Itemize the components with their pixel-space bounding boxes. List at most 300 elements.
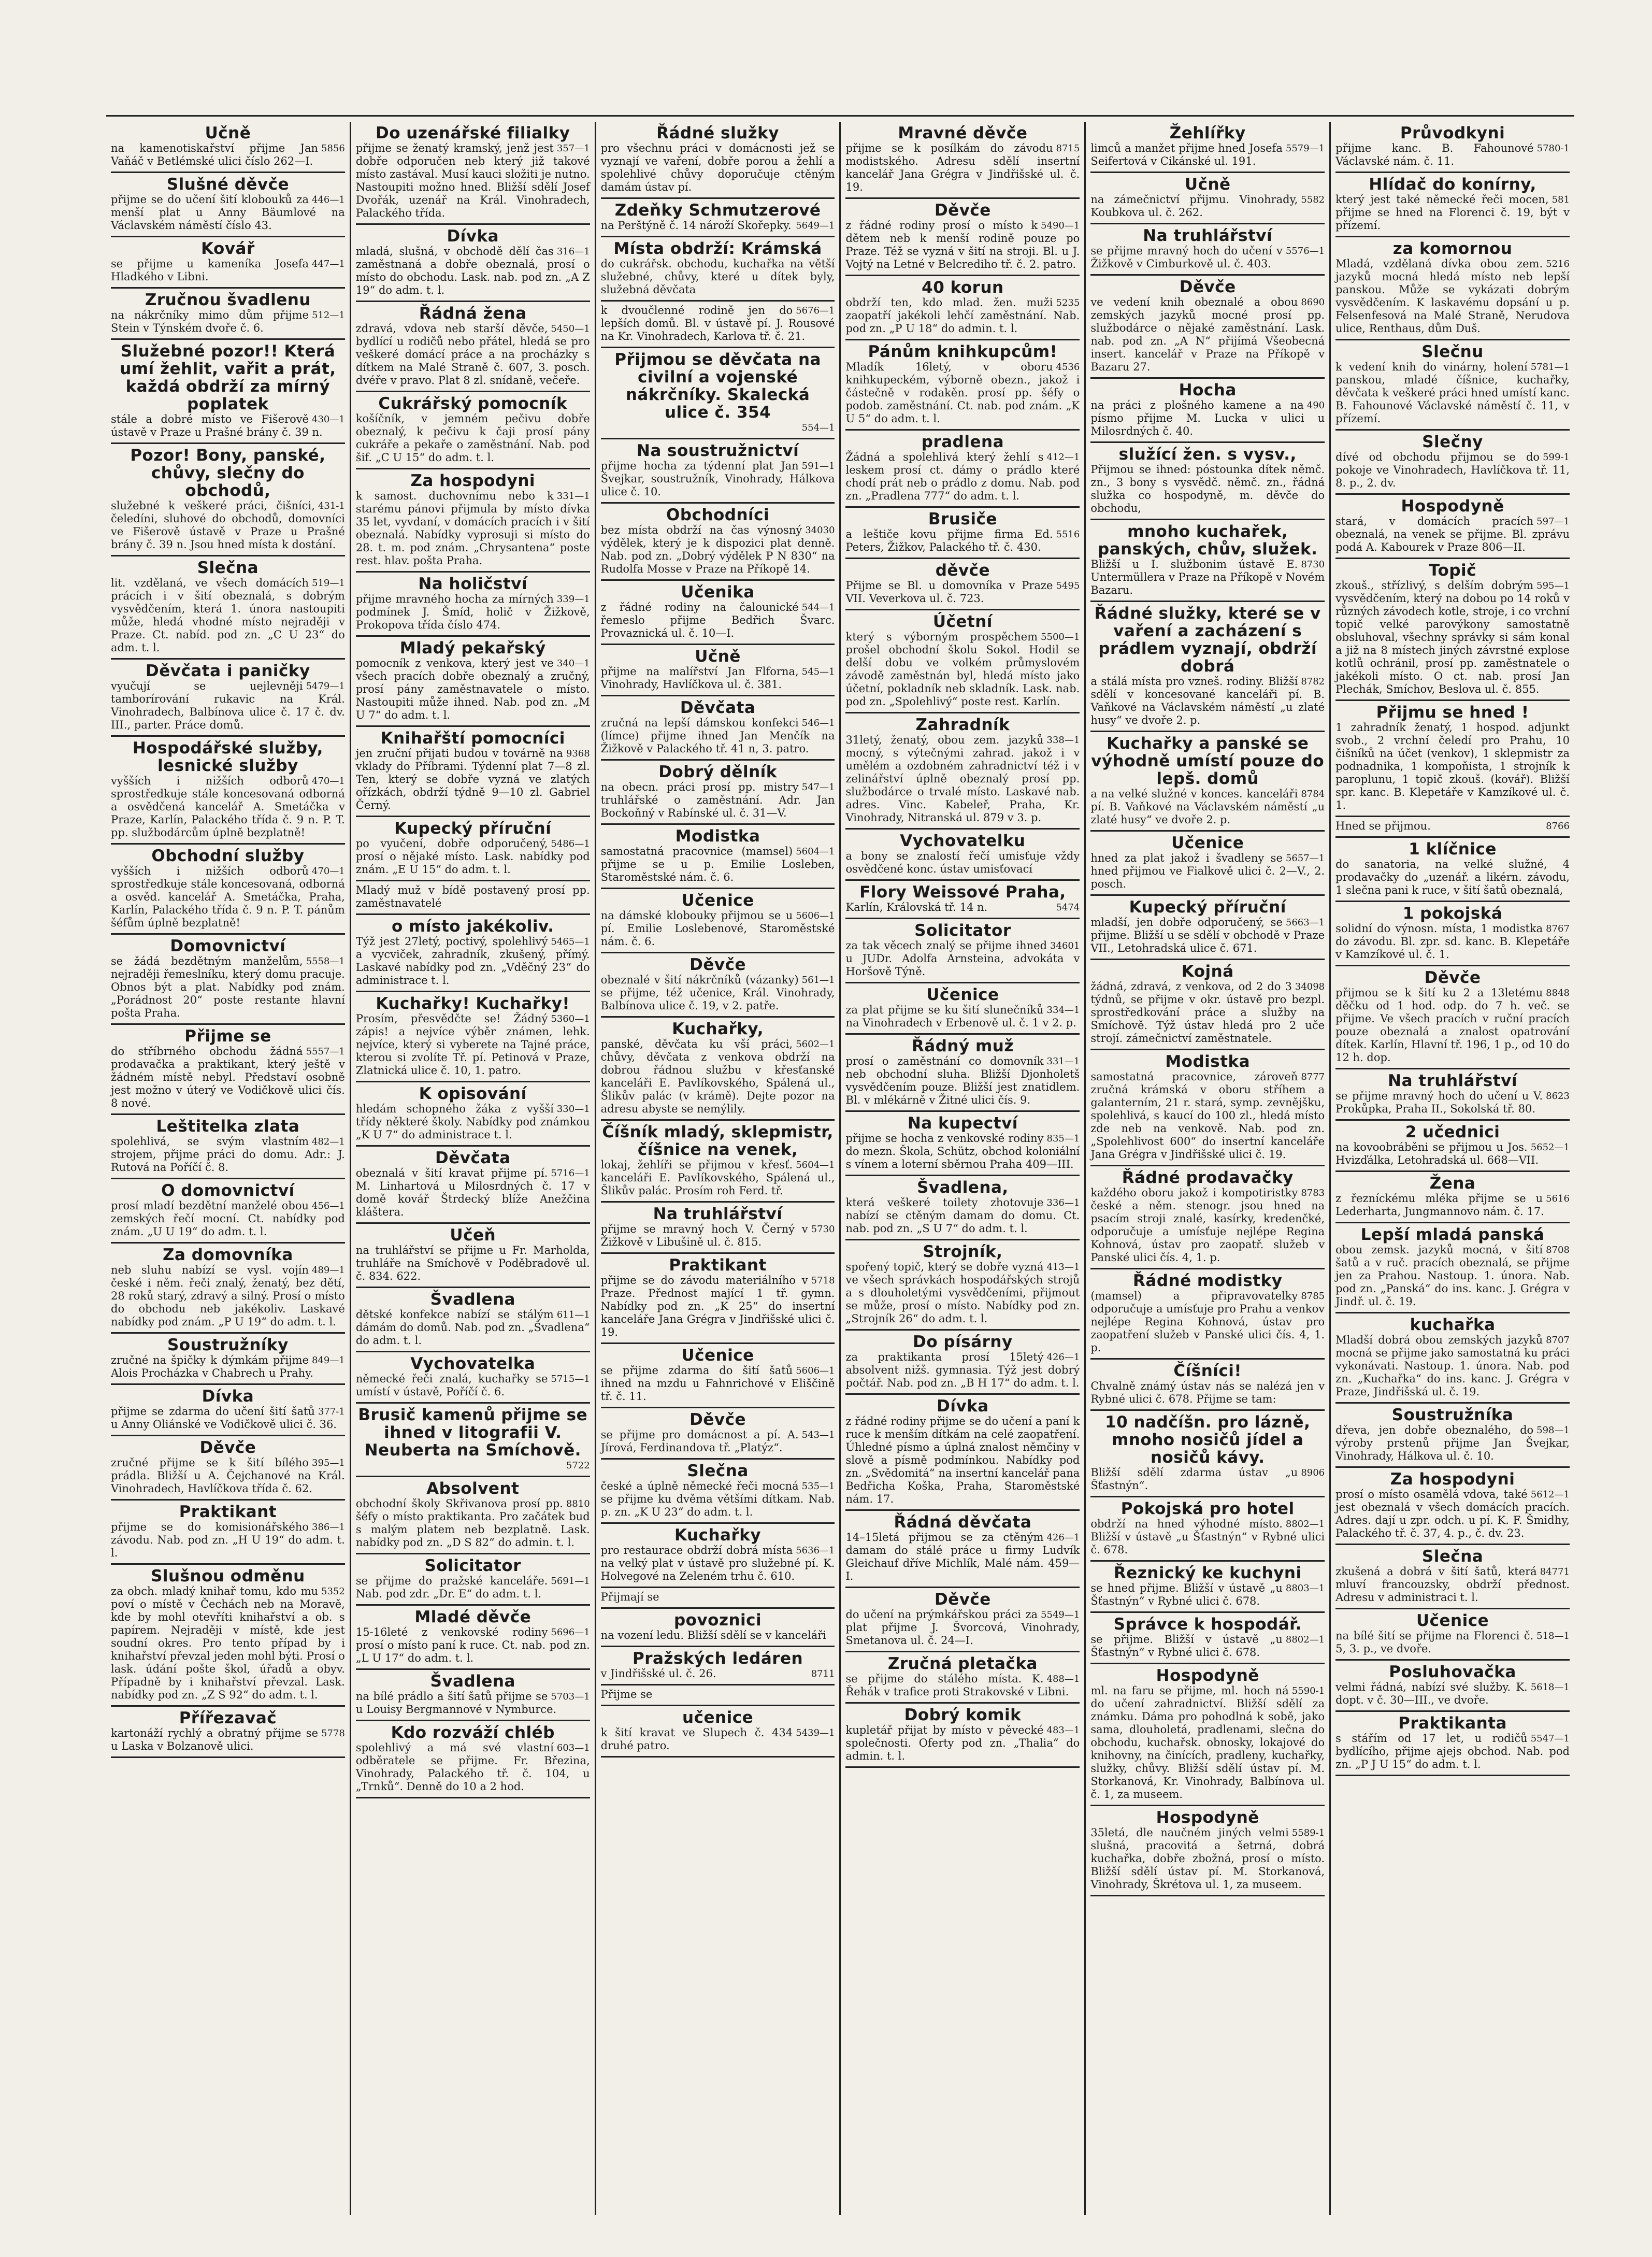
ad-text: košíčník, v jemném pečivu dobře obeznalý, k pečivu k čaji prosí pány cukráře a pekaře o zaměstnání. Nab. pod šif. „C U 15“ do adm. t. l. bbox=[355, 412, 590, 464]
ad-text: hned za plat jakož i švadleny se hned přijmou ve Fialkově ulici č. 2—V., 2. posch. bbox=[1090, 852, 1325, 890]
ad-body bbox=[1090, 1466, 1325, 1492]
classified-ad bbox=[356, 302, 590, 392]
ad-number: 5576—1 bbox=[1285, 246, 1325, 256]
ad-heading: Na kupectví bbox=[907, 1114, 1018, 1133]
classified-columns bbox=[106, 122, 1574, 2215]
ad-text: lit. vzdělaná, ve všech domácích prácích i v šití obeznalá, s dobrým vysvědčením, která 1. února nastoupiti může, hledá vhodné místo nejraději v Praze. Ct. nabíd. pod zn. „C U 23“ do adm. t. l. bbox=[111, 577, 345, 654]
ad-body bbox=[601, 974, 835, 1012]
classified-ad bbox=[1335, 1712, 1570, 1776]
ad-body bbox=[111, 1199, 345, 1238]
ad-heading: Cukrářský pomocník bbox=[378, 394, 568, 413]
ad-heading: Posluhovačka bbox=[1389, 1663, 1516, 1681]
classified-ad bbox=[845, 431, 1080, 508]
classified-ad bbox=[1335, 1468, 1570, 1545]
classified-ad bbox=[111, 1025, 345, 1115]
ad-body bbox=[356, 935, 590, 987]
ad-heading: Řádné služky bbox=[656, 124, 780, 142]
ad-number: 482—1 bbox=[312, 1136, 345, 1147]
ad-body bbox=[1090, 1070, 1325, 1161]
ad-number: 331—1 bbox=[1046, 1056, 1080, 1067]
ad-number: 545—1 bbox=[801, 666, 835, 677]
ad-number: 8810 bbox=[566, 1498, 590, 1509]
ad-text: Bližší u I. službonim ústavě E. Untermüllera v Praze na Příkopě v Novém Bazaru. bbox=[1090, 558, 1325, 596]
ad-text: na kamenotiskařství přijme Jan Vaňáč v Betlémské ulici číslo 262—I. bbox=[111, 142, 319, 167]
classified-ad bbox=[601, 199, 835, 237]
ad-text: mladá, slušná, v obchodě dělí čas zaměstnaná a dobře obeznalá, prosí o místo do obchodu. Lask. nab. pod zn. „A Z 19“ do adm. t. l. bbox=[355, 245, 590, 296]
classified-ad bbox=[845, 713, 1080, 830]
classified-ad bbox=[845, 1112, 1080, 1176]
ad-text: a na velké služné v konces. kanceláři pí. B. Vaňkové na Václavském náměstí „u zlaté husy“ ve dvoře 2. p. bbox=[1090, 788, 1325, 826]
ad-heading: Děvčata bbox=[680, 698, 756, 717]
ad-number: 386—1 bbox=[312, 1522, 345, 1533]
ad-text: 1 zahradník ženatý, 1 hospod. adjunkt svob., 2 vrchní čeledí pro Prahu, 10 čišníků na účet (venkov), 1 sklepmistr za podnadnika, 1 kompoňista, 1 strojník k paroplunu, 1 topič zkouš. (kovář). Bližší spr. kanc. B. Klepetáře v Kamzíkové ul. č. 1. bbox=[1335, 721, 1570, 811]
ad-text: přijme hocha za týdenní plat Jan Švejkar, soustružník, Vinohrady, Hálkova ulice č. 10. bbox=[600, 460, 835, 498]
ad-heading: Kovář bbox=[201, 239, 255, 258]
ad-number: 470—1 bbox=[312, 776, 345, 787]
ad-heading: Kuchařky a panské se výhodně umístí pouze do lepš. domů bbox=[1091, 734, 1325, 788]
ad-body bbox=[356, 1308, 590, 1347]
classified-ad bbox=[356, 637, 590, 727]
ad-body bbox=[356, 1459, 590, 1472]
ad-text: přijmou se k šití ku 2 a 13letému děčku od 1 hod. odp. do 7 h. več. se přijme. Ve všech pracích v ruční pracích pouze obeznalá a znalost opatrování dítek. Karlín, Hlavní tř. 196, 1 p., od 10 do 12 h. dop. bbox=[1335, 987, 1570, 1064]
ad-text: z řádné rodiny přijme se do učení a paní k ruce k menším dítkám na celé zaopatření. Úhledné písmo a úplná znalost němčiny v slově a písmě podmínkou. Nabídky pod zn. „Svědomitá“ na insertní kancelář pana Bedřicha Koška, Praha, Staroměstské nám. 17. bbox=[845, 1415, 1080, 1505]
ad-text: prosí o místo osamělá vdova, také jest obeznalá v všech domácích pracích. Adres. dají u zpr. odch. u pí. K. F. Šmidhy, Palackého tř. č. 37, 4. p., č. dv. 23. bbox=[1335, 1488, 1570, 1539]
ad-body bbox=[111, 193, 345, 232]
ad-text: za plat přijme se ku šití slunečníků na Vinohradech v Erbenově ul. č. 1 v 2. p. bbox=[845, 1004, 1076, 1029]
classified-ad bbox=[601, 1588, 835, 1609]
top-rule bbox=[106, 115, 1574, 117]
ad-heading: Učeň bbox=[450, 1226, 496, 1245]
ad-body bbox=[356, 1103, 590, 1141]
ad-heading: Lepší mladá panská bbox=[1360, 1225, 1545, 1244]
ad-body bbox=[356, 837, 590, 876]
column-6 bbox=[1331, 122, 1574, 2215]
ad-body bbox=[845, 1608, 1080, 1647]
classified-ad bbox=[845, 340, 1080, 431]
ad-text: zdravá, vdova neb starší děvče, bydlící u rodičů nebo přátel, hledá se pro veškeré domácí práce a na procházky s dítkem na Malé Straně č. 607, 3. posch. dvéře v pravo. Plat 8 zl. snídaně, večeře. bbox=[355, 322, 590, 387]
ad-number: 5474 bbox=[1056, 902, 1080, 913]
ad-heading: pradlena bbox=[921, 433, 1004, 451]
ad-heading: Zahradník bbox=[915, 716, 1010, 734]
ad-text: zručné na špičky k dýmkám přijme Alois Procházka v Chabrech u Prahy. bbox=[111, 1354, 313, 1379]
ad-text: německé řeči znalá, kuchařky se umístí v ústavě, Poříčí č. 6. bbox=[355, 1373, 548, 1398]
ad-number: 8623 bbox=[1546, 1091, 1570, 1102]
ad-heading: za komornou bbox=[1392, 239, 1513, 258]
classified-ad bbox=[601, 825, 835, 889]
ad-text: jen zruční přijati budou v továrně na vklady do Příbrami. Týdenní plat 7—8 zl. Ten, který se dobře vyzná ve zlatých ořízkách, obdrží týdně 9—10 zl. Gabriel Černý. bbox=[355, 747, 590, 811]
classified-ad bbox=[111, 1501, 345, 1565]
ad-number: 5558—1 bbox=[306, 956, 345, 967]
ad-number: 5500—1 bbox=[1041, 632, 1080, 642]
ad-heading: Služebné pozor!! Která umí žehlit, vařit a prát, každá obdrží za mírný poplatek bbox=[120, 342, 336, 413]
ad-heading: Modistka bbox=[675, 827, 760, 846]
ad-heading: Učenice bbox=[1171, 834, 1244, 852]
classified-ad bbox=[1090, 443, 1325, 520]
ad-number: 5216 bbox=[1546, 259, 1570, 269]
ad-heading: povoznici bbox=[673, 1611, 762, 1630]
ad-heading: Děvčata bbox=[435, 1149, 511, 1167]
ad-body bbox=[111, 258, 345, 283]
ad-body bbox=[1335, 721, 1570, 812]
ad-body bbox=[356, 1575, 590, 1601]
classified-ad bbox=[356, 225, 590, 302]
ad-heading: Solicitator bbox=[424, 1556, 521, 1575]
ad-heading: Děvče bbox=[934, 1590, 991, 1609]
ad-body bbox=[601, 845, 835, 884]
ad-heading: Hospodyně bbox=[1156, 1666, 1259, 1685]
ad-heading: Učenice bbox=[681, 1346, 754, 1365]
ad-text: Bližší sdělí zdarma ústav „u Šťastnýn“. bbox=[1090, 1466, 1298, 1492]
ad-heading: 2 učednici bbox=[1405, 1123, 1500, 1141]
ad-text: na nákrčníky mimo dům přijme Stein v Týnském dvoře č. 6. bbox=[111, 309, 309, 334]
ad-text: se přijme mravný hoch do učení v Žižkově v Cimburkově ul. č. 403. bbox=[1090, 245, 1283, 270]
classified-ad bbox=[1335, 1172, 1570, 1223]
ad-body bbox=[1335, 1488, 1570, 1540]
ad-text: 15-16leté z venkovské rodiny prosí o místo paní k ruce. Ct. nab. pod zn. „L U 17“ do adm. t. l. bbox=[355, 1626, 590, 1664]
ad-heading: Dobrý dělník bbox=[658, 763, 777, 781]
ad-body bbox=[1335, 987, 1570, 1064]
ad-heading: Švadlena bbox=[430, 1290, 515, 1309]
ad-number: 8767 bbox=[1546, 923, 1570, 934]
ad-body bbox=[111, 955, 345, 1020]
ad-body bbox=[601, 1274, 835, 1339]
classified-ad bbox=[1090, 960, 1325, 1050]
classified-ad bbox=[601, 1254, 835, 1344]
ad-heading: Řádná žena bbox=[419, 304, 527, 323]
ad-heading: Dobrý komik bbox=[904, 1706, 1022, 1724]
ad-body bbox=[845, 528, 1080, 554]
ad-heading: Flory Weissové Praha, bbox=[859, 883, 1066, 902]
ad-text: kupletář přijat by místo v pěvecké společnosti. Oferty pod zn. „Thalia“ do admin. t. l. bbox=[845, 1724, 1080, 1762]
ad-text: lokaj, žehlíři se přijmou v křesť. kanceláři E. Pavlíkovského, Spálená ul., Šlikův palác. Prosím roh Ferd. tř. bbox=[600, 1159, 835, 1197]
ad-text: kartonáží rychlý a obratný přijme se u Laska v Bolzanově ulici. bbox=[111, 1727, 319, 1752]
classified-ad bbox=[601, 1018, 835, 1121]
classified-ad bbox=[845, 830, 1080, 881]
ad-text: na kovoobráběni se přijmou u Jos. Hvizďálka, Letohradská ul. 668—VII. bbox=[1335, 1141, 1539, 1166]
ad-body bbox=[356, 412, 590, 464]
ad-body bbox=[356, 1626, 590, 1665]
ad-text: ve vedení knih obeznalé a obou zemských jazyků mocné prosí pp. službodárce o nějaké zaměstnání. Lask. nab. pod zn. „A N“ přijímá Všeobecná insert. kancelář v Praze na Příkopě v Bazaru 27. bbox=[1090, 296, 1325, 373]
ad-body bbox=[1335, 820, 1570, 833]
ad-number: 5604—1 bbox=[796, 1160, 835, 1170]
ad-body bbox=[1090, 675, 1325, 727]
ad-body bbox=[1090, 788, 1325, 826]
ad-body bbox=[1090, 1380, 1325, 1406]
ad-body bbox=[1335, 922, 1570, 961]
ad-heading: Na soustružnictví bbox=[636, 441, 799, 460]
ad-heading: Pražských ledáren bbox=[633, 1649, 803, 1668]
ad-text: se přijme pro domácnost a pí. A. Jírová, Ferdinandova tř. „Platýz“. bbox=[600, 1429, 799, 1454]
ad-body bbox=[356, 747, 590, 812]
classified-ad bbox=[1335, 237, 1570, 340]
ad-number: 849—1 bbox=[312, 1355, 345, 1366]
ad-heading: Vychovatelku bbox=[900, 832, 1026, 850]
ad-text: z řádné rodiny na čalounické řemeslo přijme Bedřich Švarc. Provaznická ul. č. 10—I. bbox=[600, 601, 835, 639]
ad-body bbox=[356, 1373, 590, 1398]
ad-body bbox=[1090, 1518, 1325, 1556]
classified-ad bbox=[1090, 173, 1325, 224]
ad-body bbox=[111, 1585, 345, 1702]
ad-body bbox=[845, 901, 1080, 914]
classified-ad bbox=[845, 276, 1080, 340]
ad-heading: Mladé děvče bbox=[414, 1608, 531, 1626]
ad-text: za praktikanta prosí 15letý absolvent nižš. gymnasia. Týž jest dobrý počtář. Nab. pod zn. „B H 17“ do adm. t. l. bbox=[845, 1351, 1080, 1389]
ad-heading: Kupecký příruční bbox=[1129, 898, 1286, 917]
ad-text: na vození ledu. Bližší sdělí se v kanceláři bbox=[600, 1629, 826, 1641]
ad-text: vyučují se uejlevněji tamborírování rukavic na Král. Vinohradech, Balbínova ulice č. 17 č. dv. III., parter. Práce domů. bbox=[111, 680, 345, 731]
ad-heading: Slušnou odměnu bbox=[151, 1567, 305, 1585]
classified-ad bbox=[111, 444, 345, 556]
ad-number: 336—1 bbox=[1046, 1197, 1080, 1208]
ad-heading: Praktikant bbox=[669, 1256, 767, 1275]
ad-text: do učení na prýmkářskou práci za plat přijme J. Švorcová, Vinohrady, Smetanova ul. č. 24—I. bbox=[845, 1608, 1080, 1647]
ad-heading: Děvče bbox=[199, 1438, 256, 1457]
ad-number: 8783 bbox=[1301, 1188, 1325, 1198]
ad-text: zkouš., střízlivý, s delším dobrým vysvědčením, který na dobou po 14 roků v různých závodech kotle, stroje, i co vrchní topič velké parovýkony samostatně obsluhoval, všechny správky si sám konal a již na 8 místech jiných závrstné explose kotlů ochránil, prosí pp. zaměstnatele o jakékoli místo. O ct. nab. prosí Jan Plechák, Smíchov, Beslova ul. č. 855. bbox=[1335, 579, 1570, 695]
ad-heading: Číšníci! bbox=[1173, 1362, 1242, 1380]
ad-text: žádná, zdravá, z venkova, od 2 do 3 týdnů, se přijme v okr. ústavě pro bezpl. sprostředkování práce a služby na Smíchově. Týž ústav hledá pro 2 uče strojí. zámečnictví zaměstnatele. bbox=[1090, 980, 1325, 1045]
ad-text: k vedení knih do vinárny, holení panskou, mladé číšnice, kuchařky, děvčata k veškeré práci hned umístí kanc. B. Fahounové Václavské náměstí č. 11, v přízemí. bbox=[1335, 361, 1570, 425]
ad-body bbox=[845, 1132, 1080, 1171]
ad-text: 31letý, ženatý, obou zem. jazyků mocný, s výtečnými zahrad. jakož i v umělém a ozdobném zahradnictví též i v zelinářství úplně obeznalý prosí pp. službodárce o trvalé místo. Laskavé nab. adres. Vinc. Kabeleř, Praha, Kr. Vinohrady, Nitranská ul. 879 v 3. p. bbox=[845, 734, 1080, 824]
classified-ad bbox=[601, 761, 835, 825]
ad-text: na práci z plošného kamene a na písmo přijme M. Lucka v ulici u Milosrdných č. 40. bbox=[1090, 399, 1325, 437]
ad-body bbox=[845, 1351, 1080, 1390]
ad-body bbox=[601, 219, 835, 232]
ad-heading: Hospodyně bbox=[1156, 1808, 1259, 1827]
ad-heading: Hospodyně bbox=[1401, 497, 1504, 516]
classified-ad bbox=[601, 889, 835, 953]
classified-ad bbox=[845, 1240, 1080, 1331]
ad-text: Přijmají se bbox=[600, 1591, 659, 1603]
ad-number: 431-1 bbox=[318, 501, 345, 511]
ad-text: v Jindřišské ul. č. 26. bbox=[600, 1667, 716, 1680]
classified-ad bbox=[356, 881, 590, 915]
ad-body bbox=[1090, 980, 1325, 1045]
ad-number: 5549—1 bbox=[1041, 1609, 1080, 1620]
ad-number: 488—1 bbox=[1046, 1674, 1080, 1684]
ad-number: 34601 bbox=[1050, 940, 1080, 951]
ad-heading: Modistka bbox=[1165, 1052, 1251, 1071]
ad-heading: děvče bbox=[935, 561, 990, 580]
ad-text: dřeva, jen dobře obeznalého, do výroby prstenů přijme Jan Švejkar, Vinohrady, Hálkova ul. č. 10. bbox=[1335, 1424, 1570, 1462]
ad-heading: Učenice bbox=[681, 891, 754, 910]
ad-heading: Učně bbox=[695, 647, 741, 666]
ad-text: stará, v domácích pracích obeznalá, na venek se přijme. Bl. zprávu podá A. Kabourek v Praze 806—II. bbox=[1335, 515, 1570, 553]
ad-body bbox=[1090, 852, 1325, 891]
ad-heading: Hlídač do konírny, bbox=[1369, 175, 1536, 194]
ad-text: spořený topič, který se dobře vyzná ve všech správkách hospodářských strojů a s dlouholetými vysvědčeními, přijmout se může, prosí o místo. Nabídky pod zn. „Strojník 26“ do adm. t. l. bbox=[845, 1261, 1080, 1325]
ad-number: 603—1 bbox=[556, 1742, 590, 1753]
ad-body bbox=[1335, 142, 1570, 168]
ad-heading: Zručnou švadlenu bbox=[145, 291, 311, 309]
ad-heading: Praktikanta bbox=[1398, 1714, 1507, 1733]
ad-body bbox=[1335, 1244, 1570, 1308]
ad-body bbox=[601, 1480, 835, 1519]
ad-body bbox=[845, 361, 1080, 425]
ad-body bbox=[601, 524, 835, 576]
ad-heading: Pánům knihkupcům! bbox=[868, 342, 1058, 361]
ad-text: samostatná pracovnice (mamsel) přijme se u p. Emilie Losleben, Staroměstské nám. č. 6. bbox=[600, 845, 835, 883]
ad-body bbox=[1090, 558, 1325, 597]
ad-text: do stříbrného obchodu žádná prodavačka a praktikant, který ještě v žádném místě nebyl. Představí osobně jest možno v úterý ve Vodičkově ulici čís. 8 nové. bbox=[111, 1045, 345, 1109]
ad-body bbox=[601, 1726, 835, 1752]
ad-number: 5557—1 bbox=[306, 1046, 345, 1057]
ad-number: 5636—1 bbox=[796, 1545, 835, 1556]
ad-body bbox=[601, 1667, 835, 1680]
ad-body bbox=[356, 245, 590, 297]
ad-number: 5465—1 bbox=[551, 936, 590, 947]
classified-ad bbox=[1335, 701, 1570, 817]
classified-ad bbox=[1335, 340, 1570, 431]
classified-ad bbox=[356, 1721, 590, 1798]
classified-ad bbox=[111, 556, 345, 660]
ad-heading: Domovnictví bbox=[170, 937, 286, 955]
ad-body bbox=[111, 680, 345, 732]
classified-ad bbox=[845, 559, 1080, 610]
ad-number: 377-1 bbox=[318, 1406, 345, 1417]
ad-heading: Žena bbox=[1429, 1174, 1476, 1193]
ad-number: 8690 bbox=[1301, 297, 1325, 308]
ad-number: 446—1 bbox=[312, 194, 345, 205]
classified-ad bbox=[601, 953, 835, 1018]
ad-number: 561—1 bbox=[801, 975, 835, 985]
ad-number: 599-1 bbox=[1543, 452, 1570, 463]
ad-text: Přijme se bbox=[600, 1688, 653, 1701]
ad-text: Mladík 16letý, v oboru knihkupeckém, výborně obezn., jakož i částečně v rodakěn. prosí pp. šéfy o podob. zaměstnání. Ct. nab. pod znám. „K U 5“ do adm. t. l. bbox=[845, 361, 1080, 425]
ad-text: přijme se zdarma do učení šití šatů u Anny Oliánské ve Vodičkově ulici č. 36. bbox=[111, 1405, 337, 1431]
ad-text: pomocník z venkova, který jest ve všech pracích dobře obeznalý a zručný, prosí pány zaměstnavatele o místo. Nastoupiti může ihned. Nab. pod zn. „M U 7“ do adm. t. l. bbox=[355, 657, 590, 721]
ad-heading: K opisování bbox=[419, 1084, 527, 1103]
classified-ad bbox=[111, 935, 345, 1025]
ad-number: 426—1 bbox=[1046, 1532, 1080, 1543]
ad-text: do cukrářsk. obchodu, kuchařka na větší služebné, chůvy, které u dítek byly, služebná děvčata bbox=[600, 258, 835, 296]
ad-number: 456—1 bbox=[312, 1201, 345, 1211]
ad-heading: Děvče bbox=[1424, 968, 1481, 987]
ad-body bbox=[1090, 463, 1325, 515]
ad-text: obeznalá v šití kravat přijme pí. M. Linhartová u Milosrdných č. 17 v domě kovář Štrdecký blíže Anežčina kláštera. bbox=[355, 1167, 590, 1218]
ad-body bbox=[1090, 1633, 1325, 1659]
ad-body bbox=[601, 1629, 835, 1642]
classified-ad bbox=[845, 508, 1080, 559]
ad-text: po vyučení, dobře odporučený, prosí o nějaké místo. Lask. nabídky pod znám. „E U 15“ do adm. t. l. bbox=[355, 837, 590, 876]
ad-body bbox=[601, 142, 835, 194]
classified-ad bbox=[601, 302, 835, 348]
ad-text: a stálá místa pro vzneš. rodiny. Bližší sdělí v koncesované kanceláři pí. B. Vaňkové na Václavském náměstí „u zlaté husy“ ve dvoře 2. p. bbox=[1090, 675, 1325, 726]
ad-heading: Přijme se bbox=[184, 1027, 271, 1046]
classified-ad bbox=[1335, 431, 1570, 495]
classified-ad bbox=[1090, 1411, 1325, 1497]
classified-ad bbox=[111, 1436, 345, 1501]
ad-number: 5582 bbox=[1301, 194, 1325, 205]
classified-ad bbox=[1335, 122, 1570, 173]
ad-heading: Pozor! Bony, panské, chůvy, slečny do obchodů, bbox=[130, 446, 326, 500]
ad-number: 34098 bbox=[1295, 981, 1325, 992]
ad-heading: Švadlena bbox=[430, 1672, 515, 1691]
ad-number: 544—1 bbox=[801, 602, 835, 613]
classified-ad bbox=[845, 1652, 1080, 1704]
ad-heading: Slušné děvče bbox=[166, 175, 289, 194]
classified-ad bbox=[1335, 495, 1570, 559]
ad-number: 5360—1 bbox=[551, 1013, 590, 1024]
ad-heading: Dívka bbox=[202, 1387, 254, 1406]
ad-number: 330—1 bbox=[556, 1104, 590, 1115]
classified-ad bbox=[845, 881, 1080, 919]
classified-ad bbox=[845, 1035, 1080, 1112]
classified-ad bbox=[111, 1115, 345, 1179]
classified-ad bbox=[111, 660, 345, 737]
classified-ad bbox=[111, 173, 345, 237]
ad-heading: Mravné děvče bbox=[898, 124, 1028, 142]
ad-heading: 1 klíčnice bbox=[1409, 840, 1497, 859]
ad-heading: 40 korun bbox=[922, 278, 1004, 297]
ad-heading: Na holičství bbox=[418, 575, 528, 593]
ad-text: samostatná pracovnice, zároveň zručná krámská v oboru stříhem a galanterním, 21 r. stará, symp. zevnějšku, spolehlivá, s kaucí do 100 zl., hledá místo zde neb na venkově. Nab. pod zn. „Spolehlivost 600“ do insertní kanceláře Jana Grégra v Jindřišské ulici č. 19. bbox=[1090, 1070, 1325, 1161]
ad-heading: učenice bbox=[682, 1708, 754, 1727]
ad-heading: Obchodní služby bbox=[151, 847, 305, 865]
ad-text: Přijmou se ihned: póstounka dítek němč. zn., 3 bony s vysvědč. němč. zn., řádná služka co hospodyně, m. děvče do obchodu, bbox=[1090, 463, 1325, 515]
ad-body bbox=[845, 631, 1080, 708]
classified-ad bbox=[356, 122, 590, 225]
ad-body bbox=[111, 865, 345, 930]
ad-number: 5856 bbox=[321, 143, 345, 154]
ad-number: 426—1 bbox=[1046, 1352, 1080, 1363]
ad-number: 8803—1 bbox=[1285, 1583, 1325, 1594]
ad-body bbox=[845, 734, 1080, 824]
ad-heading: Řádný muž bbox=[911, 1037, 1014, 1055]
ad-number: 519—1 bbox=[312, 578, 345, 589]
ad-number: 5663—1 bbox=[1285, 917, 1325, 928]
ad-body bbox=[1090, 245, 1325, 270]
classified-ad bbox=[111, 845, 345, 935]
classified-ad bbox=[111, 737, 345, 845]
ad-heading: Na truhlářství bbox=[1388, 1072, 1517, 1090]
ad-number: 5703—1 bbox=[551, 1691, 590, 1702]
ad-body bbox=[845, 850, 1080, 876]
ad-heading: Řádné prodavačky bbox=[1122, 1168, 1294, 1187]
ad-text: zručná na lepší dámskou konfekci (límce) přijme ihned Jan Menčík na Žižkově v Palackého tř. 41 n, 3. patro. bbox=[600, 717, 835, 755]
ad-heading: Kojná bbox=[1181, 962, 1234, 981]
ad-body bbox=[1335, 1192, 1570, 1218]
classified-ad bbox=[601, 645, 835, 696]
ad-body bbox=[111, 1456, 345, 1495]
ad-number: 546—1 bbox=[801, 718, 835, 728]
ad-body bbox=[845, 1004, 1080, 1030]
ad-heading: Učenice bbox=[926, 985, 999, 1004]
ad-body bbox=[356, 593, 590, 632]
ad-text: zkušená a dobrá v šití šatů, která mluví francouzsky, obdrží přednost. Adresu v administraci t. l. bbox=[1335, 1565, 1570, 1604]
ad-text: Žádná a spolehlivá který žehlí s leskem prosí ct. dámy o prádlo které chodí prát neb o prádlo z domu. Nab. pod zn. „Pradlena 777“ do adm. t. l. bbox=[845, 451, 1080, 502]
ad-heading: Knihařští pomocníci bbox=[380, 729, 565, 748]
ad-body bbox=[1335, 193, 1570, 232]
ad-text: přijme se do závodu materiálního v Praze. Přednost mající 1 tř. gymn. Nabídky pod zn. „K 25“ do insertní kanceláře Jana Grégra v Jindřišské ulici č. 19. bbox=[600, 1274, 835, 1338]
ad-number: 9368 bbox=[566, 748, 590, 759]
ad-heading: Přijmu se hned ! bbox=[1376, 703, 1529, 722]
ad-text: spolehlivý a má své vlastní odběratele se přijme. Fr. Březina, Vinohrady, Palackého tř. č. 104, u „Trnků“. Denně do 10 a 2 hod. bbox=[355, 1741, 590, 1793]
ad-number: 5612—1 bbox=[1530, 1489, 1570, 1500]
ad-body bbox=[111, 775, 345, 839]
ad-heading: Mladý pekařský bbox=[399, 639, 546, 658]
ad-body bbox=[845, 1724, 1080, 1763]
classified-ad bbox=[356, 1477, 590, 1554]
classified-ad bbox=[845, 1588, 1080, 1652]
ad-heading: Vychovatelka bbox=[410, 1354, 536, 1373]
ad-heading: Topič bbox=[1429, 561, 1477, 580]
classified-ad bbox=[356, 992, 590, 1082]
ad-heading: Kuchařky, bbox=[672, 1020, 764, 1038]
classified-ad bbox=[601, 1344, 835, 1408]
ad-number: 535—1 bbox=[801, 1481, 835, 1492]
